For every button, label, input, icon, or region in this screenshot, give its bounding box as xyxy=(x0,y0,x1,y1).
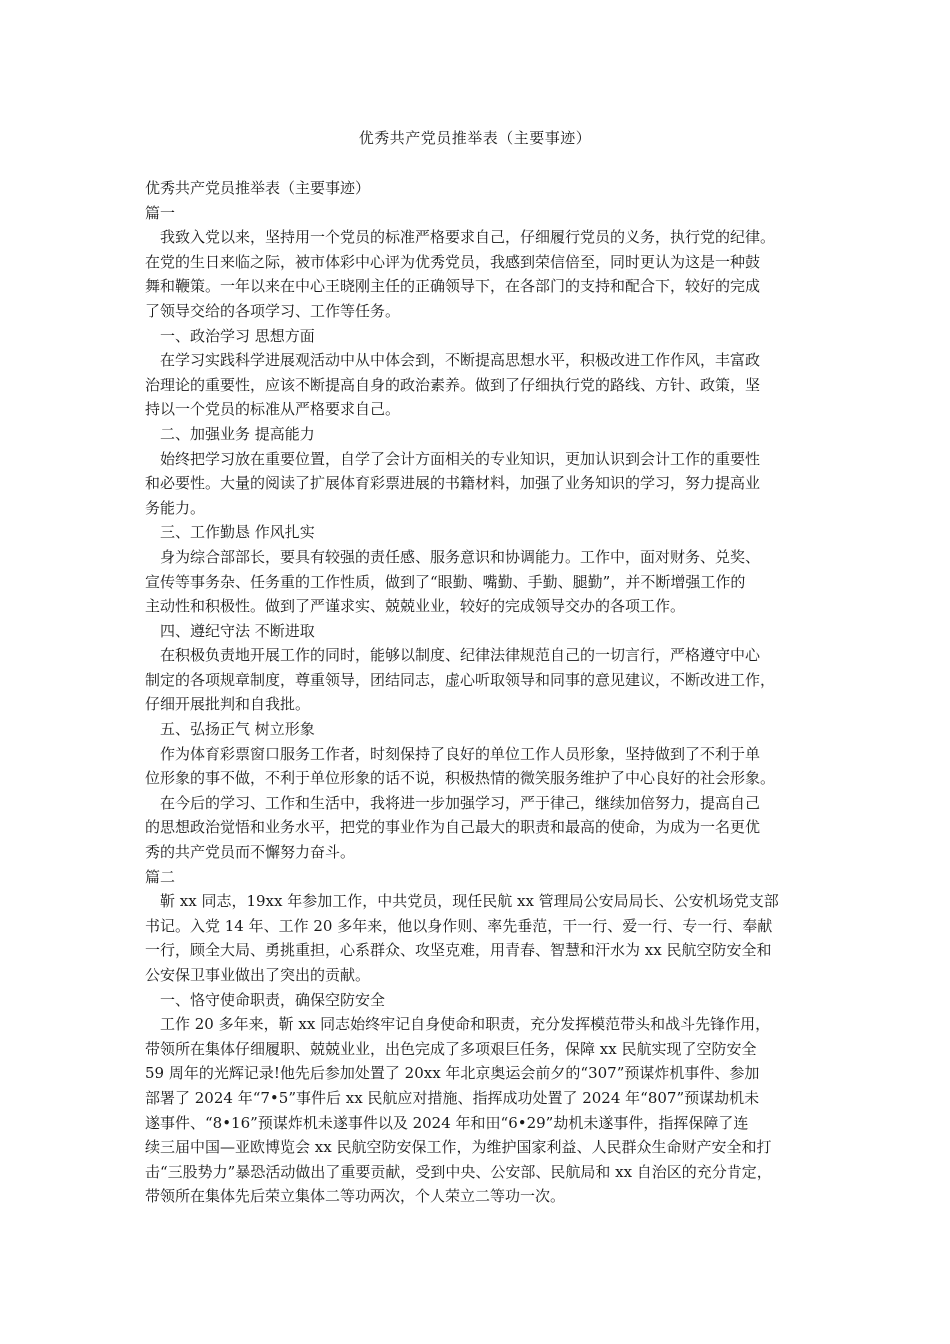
text-line: 在党的生日来临之际，被市体彩中心评为优秀党员，我感到荣信倍至，同时更认为这是一种鼓 xyxy=(145,252,761,271)
text-line: 工作 20 多年来，靳 xx 同志始终牢记自身使命和职责，充分发挥模范带头和战斗先锋作用， xyxy=(160,1015,771,1034)
text-line: 优秀共产党员推举表（主要事迹） xyxy=(145,179,371,197)
text-line: 公安保卫事业做出了突出的贡献。 xyxy=(145,966,371,984)
text-line: 宣传等事务杂、任务重的工作性质，做到了“眼勤、嘴勤、手勤、腿勤”，并不断增强工作的 xyxy=(145,572,746,591)
text-line: 带领所在集体先后荣立集体二等功两次，个人荣立二等功一次。 xyxy=(145,1187,566,1206)
text-line: 四、遵纪守法 不断进取 xyxy=(160,621,315,640)
text-line: 持以一个党员的标准从严格要求自己。 xyxy=(145,400,401,419)
document-title: 优秀共产党员推举表（主要事迹） xyxy=(358,129,592,147)
text-line: 三、工作勤恳 作风扎实 xyxy=(160,523,315,542)
text-line: 二、加强业务 提高能力 xyxy=(160,424,315,443)
text-line: 和必要性。大量的阅读了扩展体育彩票进展的书籍材料，加强了业务知识的学习，努力提高业 xyxy=(145,474,761,493)
text-line: 秀的共产党员而不懈努力奋斗。 xyxy=(145,843,356,862)
text-line: 的思想政治觉悟和业务水平，把党的事业作为自己最大的职责和最高的使命，为成为一名更优 xyxy=(145,818,761,837)
text-line: 靳 xx 同志，19xx 年参加工作，中共党员，现任民航 xx 管理局公安局局长、公安机场党支部 xyxy=(160,892,779,911)
text-line: 一行，顾全大局、勇挑重担，心系群众、攻坚克难，用青春、智慧和汗水为 xx 民航空防安全和 xyxy=(145,941,772,960)
text-line: 身为综合部部长，要具有较强的责任感、服务意识和协调能力。工作中，面对财务、兑奖、 xyxy=(160,547,761,566)
text-line: 治理论的重要性，应该不断提高自身的政治素养。做到了仔细执行党的路线、方针、政策，坚 xyxy=(145,375,761,394)
text-line: 击“三股势力”暴恐活动做出了重要贡献，受到中央、公安部、民航局和 xx 自治区的充分肯定， xyxy=(145,1162,772,1181)
text-line: 作为体育彩票窗口服务工作者，时刻保持了良好的单位工作人员形象，坚持做到了不利于单 xyxy=(160,744,761,763)
text-line: 部署了 2024 年“7•5”事件后 xx 民航应对措施、指挥成功处置了 2024 年“807”预谋劫机未 xyxy=(145,1088,760,1107)
text-line: 务能力。 xyxy=(145,498,206,517)
text-line: 书记。入党 14 年、工作 20 多年来，他以身作则、率先垂范，干一行、爱一行、专一行、奉献 xyxy=(145,916,773,935)
text-line: 五、弘扬正气 树立形象 xyxy=(160,720,315,739)
text-line: 仔细开展批判和自我批。 xyxy=(145,695,311,714)
text-line: 59 周年的光辉记录!他先后参加处置了 20xx 年北京奥运会前夕的“307”预谋炸机事件、参加 xyxy=(145,1064,760,1083)
text-line: 舞和鞭策。一年以来在中心王晓刚主任的正确领导下，在各部门的支持和配合下，较好的完成 xyxy=(145,277,761,296)
text-line: 续三届中国—亚欧博览会 xx 民航空防安保工作，为维护国家利益、人民群众生命财产安全和打 xyxy=(145,1138,772,1157)
text-line: 一、政治学习 思想方面 xyxy=(160,326,315,345)
text-line: 遂事件、“8•16”预谋炸机未遂事件以及 2024 年和田“6•29”劫机未遂事件，指挥保障了连 xyxy=(145,1113,749,1132)
text-line: 篇一 xyxy=(145,203,176,222)
text-line: 位形象的事不做，不利于单位形象的话不说，积极热情的微笑服务维护了中心良好的社会形象。 xyxy=(145,769,776,788)
text-line: 一、恪守使命职责，确保空防安全 xyxy=(160,990,386,1009)
text-line: 我致入党以来，坚持用一个党员的标准严格要求自己，仔细履行党员的义务，执行党的纪律。 xyxy=(160,228,776,247)
document-body xyxy=(145,176,810,1209)
text-line: 了领导交给的各项学习、工作等任务。 xyxy=(145,301,401,320)
text-line: 在学习实践科学进展观活动中从中体会到，不断提高思想水平，积极改进工作作风，丰富政 xyxy=(160,351,761,370)
text-line: 在今后的学习、工作和生活中，我将进一步加强学习，严于律己，继续加倍努力，提高自己 xyxy=(160,793,761,812)
text-line: 始终把学习放在重要位置，自学了会计方面相关的专业知识，更加认识到会计工作的重要性 xyxy=(160,449,761,468)
text-line: 在积极负责地开展工作的同时，能够以制度、纪律法律规范自己的一切言行，严格遵守中心 xyxy=(160,646,761,665)
text-line: 主动性和积极性。做到了严谨求实、兢兢业业，较好的完成领导交办的各项工作。 xyxy=(145,597,686,616)
text-line: 带领所在集体仔细履职、兢兢业业，出色完成了多项艰巨任务，保障 xx 民航实现了空防安全 xyxy=(145,1039,757,1058)
text-line: 制定的各项规章制度，尊重领导，团结同志，虚心听取领导和同事的意见建议，不断改进工作， xyxy=(145,670,776,689)
text-line: 篇二 xyxy=(145,867,176,886)
